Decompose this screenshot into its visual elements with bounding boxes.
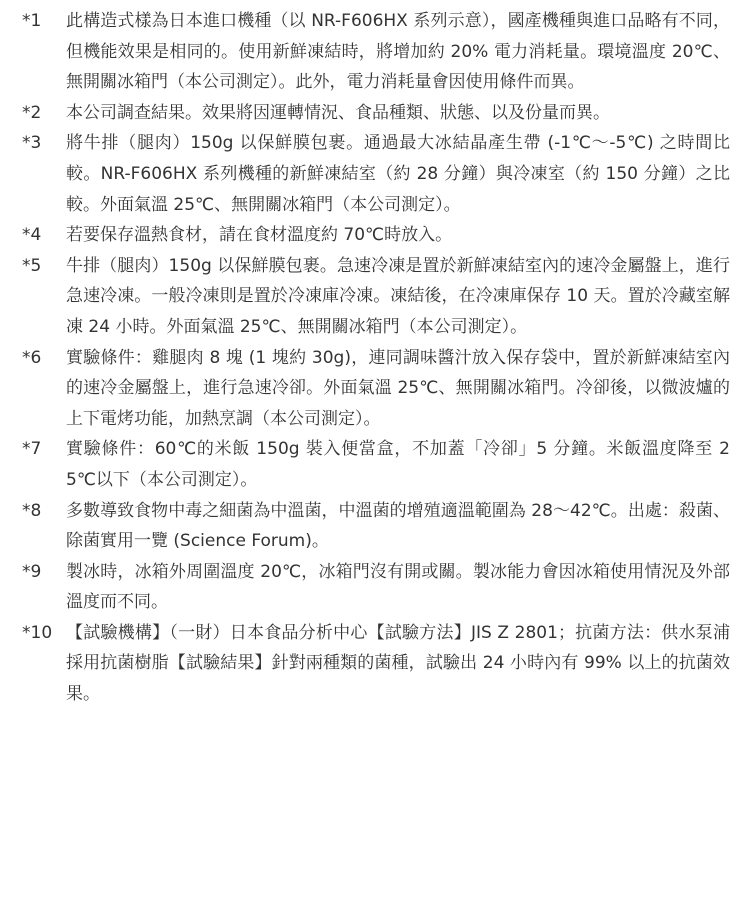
- footnote-10: [22, 618, 730, 710]
- footnote-marker: *6: [22, 347, 42, 368]
- footnote-text: 此構造式樣為日本進口機種（以 NR-F606HX 系列示意），國產機種與進口品略有不同，但機能效果是相同的。使用新鮮凍結時，將增加約 20% 電力消耗量。環境溫度 20℃、無開關冰箱門（本公司測定）。此外，電力消耗量會因使用條件而異。: [66, 11, 730, 93]
- footnote-marker: *10: [22, 622, 53, 643]
- footnote-text: 將牛排（腿肉）150g 以保鮮膜包裹。通過最大冰結晶產生帶 (-1℃～-5℃) 之時間比較。NR-F606HX 系列機種的新鮮凍結室（約 28 分鐘）與冷凍室（約 150 分鐘）之比較。外面氣溫 25℃、無開關冰箱門（本公司測定）。: [66, 133, 730, 215]
- footnote-1: [22, 6, 730, 98]
- footnote-marker: *5: [22, 255, 42, 276]
- footnote-text: 製冰時，冰箱外周圍溫度 20℃，冰箱門沒有開或關。製冰能力會因冰箱使用情況及外部溫度而不同。: [66, 561, 730, 613]
- footnote-marker: *9: [22, 561, 42, 582]
- footnote-2: [22, 98, 730, 129]
- footnote-marker: *4: [22, 225, 42, 246]
- footnote-marker: *7: [22, 439, 42, 460]
- footnote-marker: *1: [22, 11, 42, 31]
- footnote-6: [22, 343, 730, 435]
- footnote-9: [22, 557, 730, 618]
- footnote-text: 本公司調查結果。效果將因運轉情況、食品種類、狀態、以及份量而異。: [66, 102, 610, 123]
- footnote-text: 若要保存溫熱食材，請在食材溫度約 70℃時放入。: [66, 225, 453, 246]
- footnote-text: 【試驗機構】（一財）日本食品分析中心【試驗方法】JIS Z 2801；抗菌方法：供水泵浦採用抗菌樹脂【試驗結果】針對兩種類的菌種，試驗出 24 小時內有 99% 以上的抗菌效果。: [66, 622, 730, 705]
- footnote-5: [22, 251, 730, 343]
- footnote-marker: *3: [22, 133, 42, 154]
- footnote-text: 多數導致食物中毒之細菌為中溫菌，中溫菌的增殖適溫範圍為 28～42℃。出處：殺菌、除菌實用一覽 (Science Forum)。: [66, 500, 730, 552]
- footnote-4: [22, 220, 730, 251]
- footnote-8: [22, 496, 730, 557]
- footnote-7: [22, 434, 730, 495]
- footnote-text: 牛排（腿肉）150g 以保鮮膜包裹。急速冷凍是置於新鮮凍結室內的速冷金屬盤上，進行急速冷凍。一般冷凍則是置於冷凍庫冷凍。凍結後，在冷凍庫保存 10 天。置於冷藏室解凍 24 小時。外面氣溫 25℃、無開關冰箱門（本公司測定）。: [66, 255, 730, 337]
- footnote-text: 實驗條件：雞腿肉 8 塊 (1 塊約 30g)，連同調味醬汁放入保存袋中，置於新鮮凍結室內的速冷金屬盤上，進行急速冷卻。外面氣溫 25℃、無開關冰箱門。冷卻後，以微波爐的上下電烤功能，加熱烹調（本公司測定）。: [66, 347, 730, 429]
- footnote-3: [22, 128, 730, 220]
- footnote-marker: *8: [22, 500, 42, 521]
- footnote-text: 實驗條件：60℃的米飯 150g 裝入便當盒，不加蓋「冷卻」5 分鐘。米飯溫度降至 25℃以下（本公司測定）。: [66, 439, 730, 490]
- footnote-marker: *2: [22, 102, 42, 123]
